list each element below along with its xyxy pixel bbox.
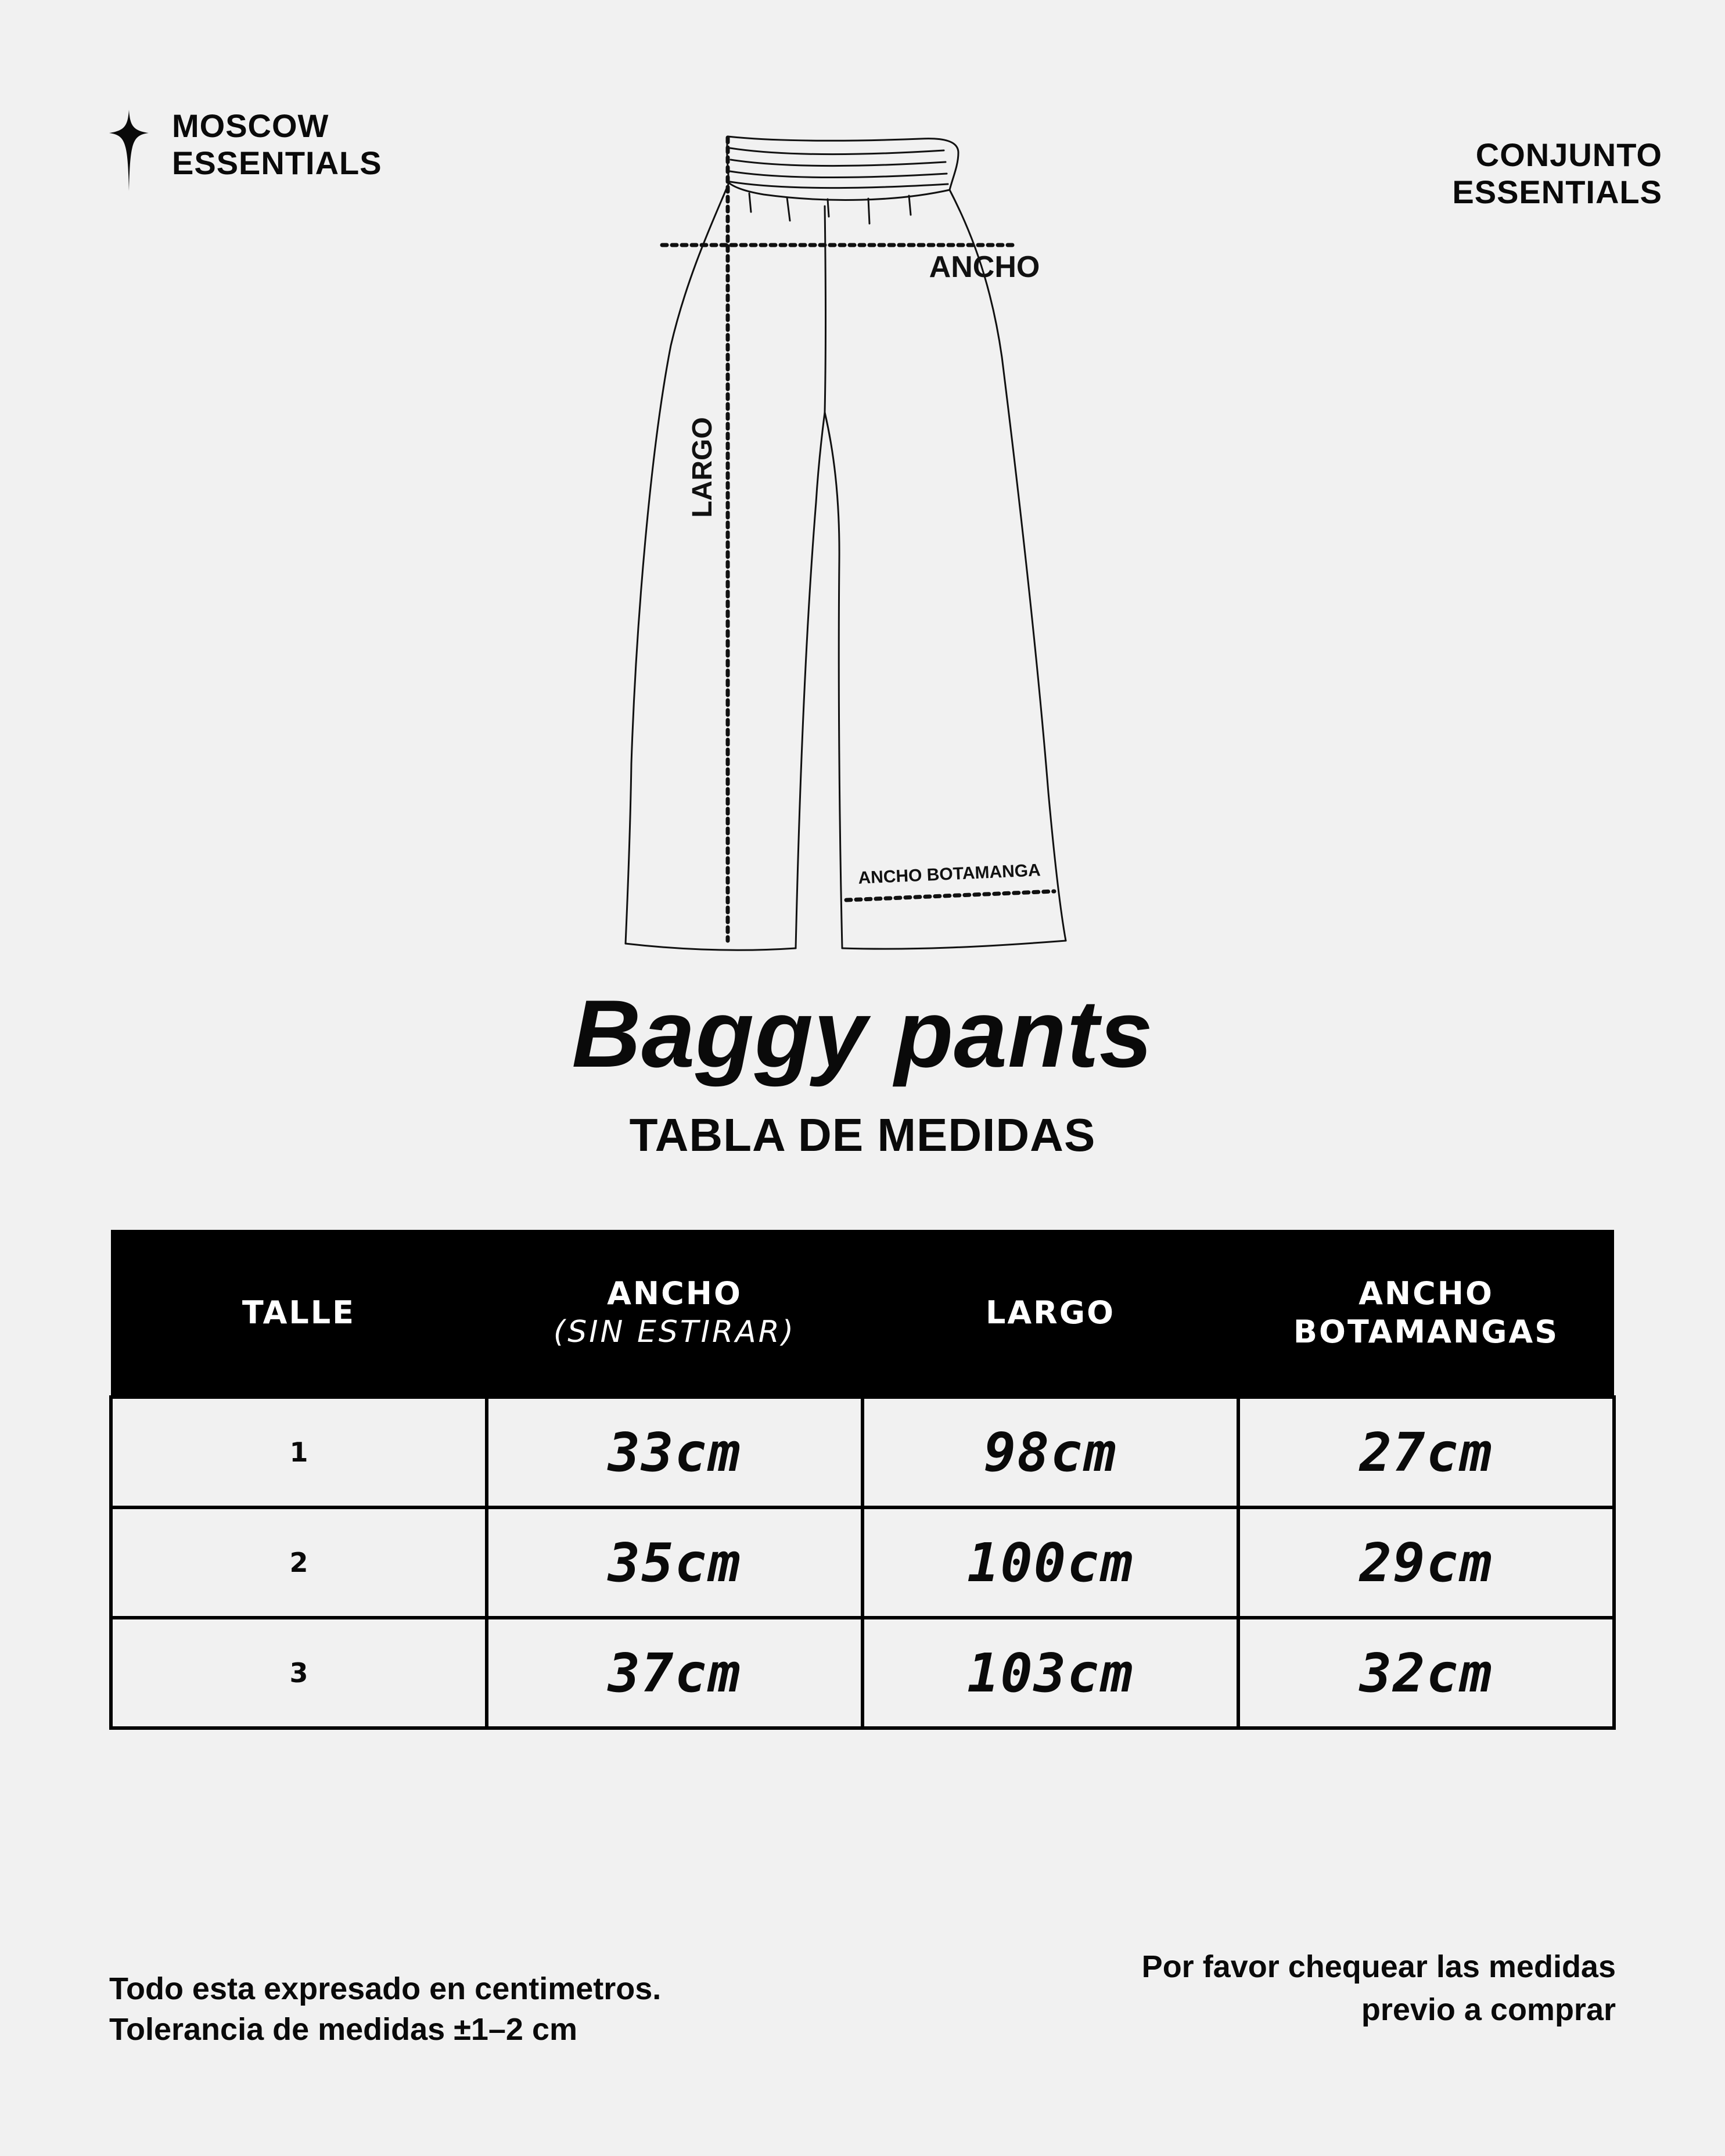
- size-table: [109, 1230, 1616, 1730]
- header-hem-line-2: BOTAMANGAS: [1293, 1313, 1559, 1350]
- units-note-line-2: Tolerancia de medidas ±1–2 cm: [109, 2012, 577, 2047]
- length-cell: 103cm: [862, 1618, 1238, 1728]
- length-cell: 98cm: [862, 1397, 1238, 1507]
- page-subtitle: TABLA DE MEDIDAS: [629, 1109, 1096, 1161]
- pants-diagram: [595, 125, 1162, 976]
- hem-cell: 32cm: [1238, 1618, 1614, 1728]
- collection-line-1: CONJUNTO: [1475, 136, 1662, 173]
- width-cell: 35cm: [487, 1507, 862, 1618]
- pants-illustration: [595, 125, 1162, 976]
- page-title: Baggy pants: [572, 980, 1153, 1087]
- width-label: ANCHO: [929, 250, 1040, 284]
- width-cell: 37cm: [487, 1618, 862, 1728]
- header-size-label: TALLE: [242, 1294, 356, 1331]
- size-cell: 3: [111, 1618, 487, 1728]
- brand-logo: [109, 107, 382, 191]
- collection-line-2: ESSENTIALS: [1452, 174, 1662, 210]
- size-cell: 1: [111, 1397, 487, 1507]
- hem-cell: 27cm: [1238, 1397, 1614, 1507]
- units-note-line-1: Todo esta expresado en centimetros.: [109, 1971, 662, 2006]
- size-cell: 2: [111, 1507, 487, 1618]
- width-cell: 33cm: [487, 1397, 862, 1507]
- header-width-note: (SIN ESTIRAR): [553, 1314, 796, 1349]
- table-row: [111, 1618, 1614, 1728]
- hem-label: ANCHO BOTAMANGA: [857, 861, 1041, 888]
- table-row: [111, 1507, 1614, 1618]
- hem-cell: 29cm: [1238, 1507, 1614, 1618]
- header-width-label: ANCHO: [607, 1275, 742, 1312]
- table-row: [111, 1397, 1614, 1507]
- check-note: [1142, 1945, 1616, 2031]
- header-hem-line-1: ANCHO: [1359, 1275, 1494, 1312]
- header-length-label: LARGO: [985, 1294, 1115, 1331]
- header-width: [487, 1230, 862, 1397]
- header-length: [862, 1230, 1238, 1397]
- check-note-line-2: previo a comprar: [1361, 1992, 1616, 2027]
- sparkle-star-icon: [109, 110, 149, 191]
- brand-name: [172, 107, 382, 182]
- length-cell: 100cm: [862, 1507, 1238, 1618]
- length-label: LARGO: [687, 417, 718, 518]
- units-note: [109, 1968, 661, 2050]
- brand-line-1: MOSCOW: [172, 107, 329, 144]
- table-header-row: [111, 1230, 1614, 1397]
- header-size: [111, 1230, 487, 1397]
- check-note-line-1: Por favor chequear las medidas: [1141, 1949, 1616, 1984]
- header-hem: [1238, 1230, 1614, 1397]
- brand-line-2: ESSENTIALS: [172, 145, 382, 181]
- collection-name: [1452, 136, 1662, 211]
